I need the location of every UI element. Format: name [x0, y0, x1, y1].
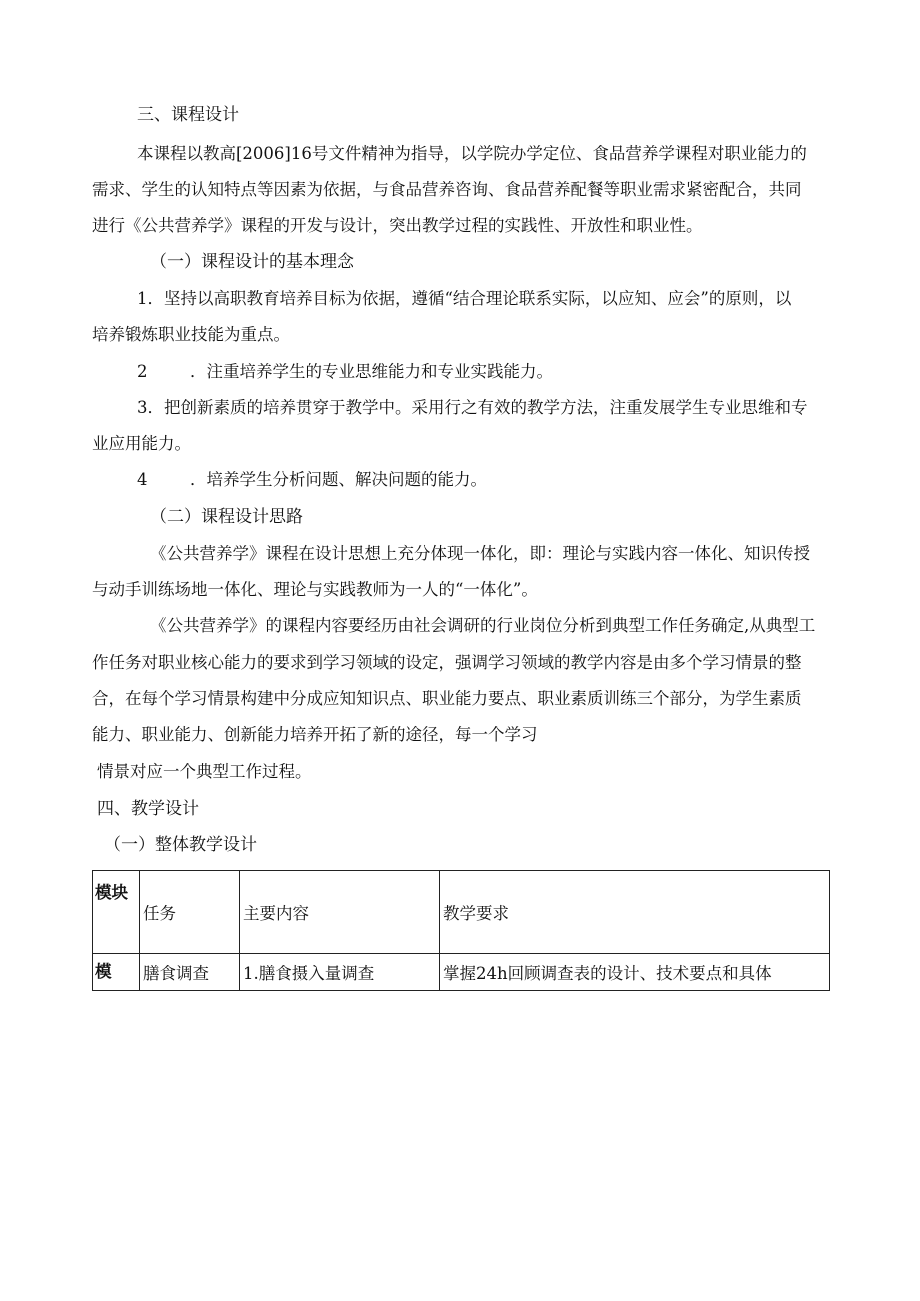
principle-3-line-2: 业应用能力。	[92, 434, 191, 453]
principle-3-line-1: 3．把创新素质的培养贯穿于教学中。采用行之有效的教学方法，注重发展学生专业思维和专	[137, 398, 808, 417]
design-para2-line-2: 作任务对职业核心能力的要求到学习领域的设定，强调学习领域的教学内容是由多个学习情景的整	[92, 653, 802, 672]
principle-1-line-1: 1．坚持以高职教育培养目标为依据，遵循“结合理论联系实际，以应知、应会”的原则，以	[137, 289, 792, 308]
table-row	[93, 954, 830, 991]
cell-module: 模	[93, 954, 140, 991]
intro-line-2: 需求、学生的认知特点等因素为依据，与食品营养咨询、食品营养配餐等职业需求紧密配合，共同	[92, 180, 802, 199]
principle-2-text: ．注重培养学生的专业思维能力和专业实践能力。	[190, 362, 553, 381]
principle-1-line-2: 培养锻炼职业技能为重点。	[92, 325, 290, 344]
teaching-design-table	[92, 870, 830, 991]
section-4-title: 四、教学设计	[97, 799, 199, 819]
table-header-row	[93, 871, 830, 954]
section-4-subsection-1-title: （一）整体教学设计	[104, 835, 257, 855]
header-content: 主要内容	[240, 871, 440, 954]
design-para2-line-5: 情景对应一个典型工作过程。	[97, 762, 312, 781]
principle-4-text: ．培养学生分析问题、解决问题的能力。	[190, 470, 487, 489]
subsection-2-title: （二）课程设计思路	[150, 507, 303, 527]
section-3-title: 三、课程设计	[137, 105, 239, 125]
design-para2-line-1: 《公共营养学》的课程内容要经历由社会调研的行业岗位分析到典型工作任务确定,从典型工	[150, 616, 816, 635]
intro-line-1: 本课程以教高[2006]16号文件精神为指导，以学院办学定位、食品营养学课程对职业能力的	[137, 144, 807, 163]
header-requirement: 教学要求	[440, 871, 830, 954]
cell-requirement: 掌握24h回顾调查表的设计、技术要点和具体	[440, 954, 830, 991]
principle-4-number: 4	[137, 470, 148, 489]
design-para1-line-1: 《公共营养学》课程在设计思想上充分体现一体化，即：理论与实践内容一体化、知识传授	[150, 544, 810, 563]
intro-line-3: 进行《公共营养学》课程的开发与设计，突出教学过程的实践性、开放性和职业性。	[92, 216, 703, 235]
principle-2-number: 2	[137, 362, 148, 381]
header-task: 任务	[140, 871, 240, 954]
header-module: 模块	[93, 871, 140, 954]
cell-task: 膳食调查	[140, 954, 240, 991]
subsection-1-title: （一）课程设计的基本理念	[150, 252, 354, 272]
cell-content: 1.膳食摄入量调查	[240, 954, 440, 991]
design-para2-line-4: 能力、职业能力、创新能力培养开拓了新的途径，每一个学习	[92, 725, 538, 744]
design-para2-line-3: 合，在每个学习情景构建中分成应知知识点、职业能力要点、职业素质训练三个部分，为学生素质	[92, 689, 802, 708]
design-para1-line-2: 与动手训练场地一体化、理论与实践教师为一人的“一体化”。	[92, 580, 538, 599]
